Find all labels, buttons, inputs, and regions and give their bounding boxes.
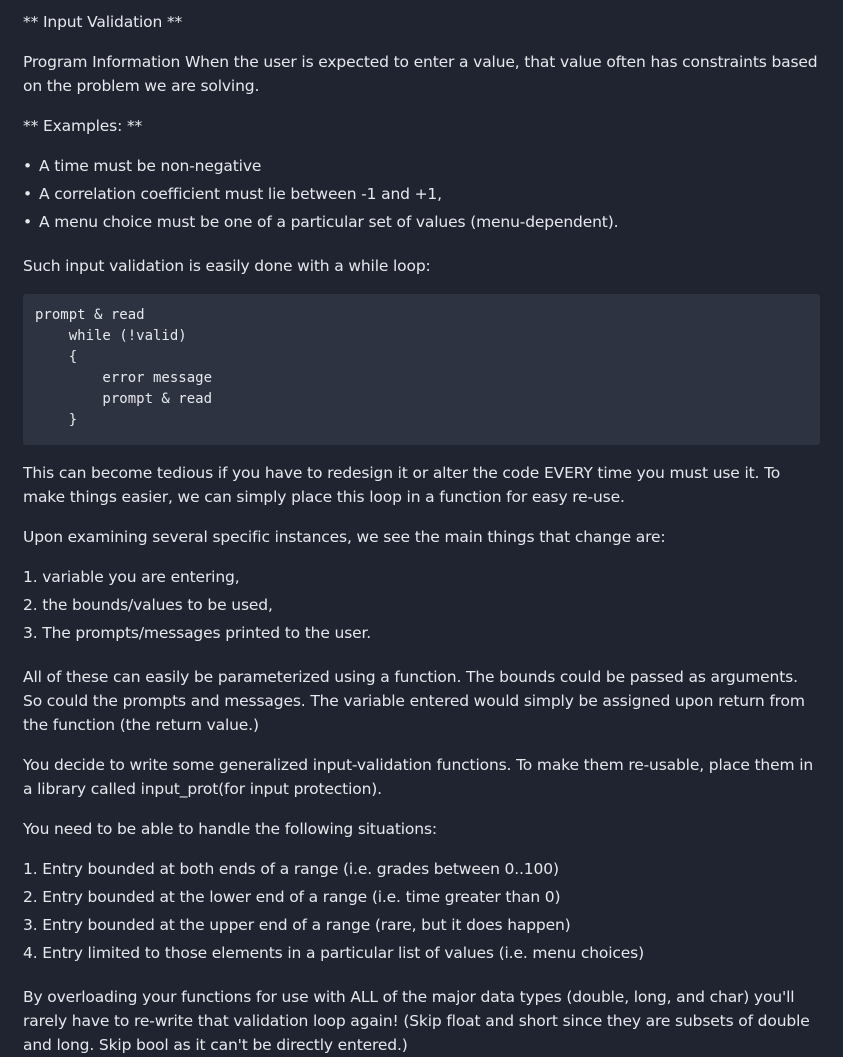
tedious-paragraph: This can become tedious if you have to redesign it or alter the code EVERY time you must use it. To make things easier, we can simply place this loop in a function for easy re-use. xyxy=(23,464,781,506)
code-block xyxy=(23,294,820,445)
code-line: error message xyxy=(35,370,213,386)
parameterized-paragraph: All of these can easily be parameterized using a function. The bounds could be passed as arguments. So could the prompts and messages. The variable entered would simply be assigned upon return from the function (the return value.) xyxy=(23,668,805,734)
section-heading: ** Input Validation ** xyxy=(23,13,183,31)
list-item: 3. Entry bounded at the upper end of a range (rare, but it does happen) xyxy=(23,916,571,934)
situations-intro-paragraph: You need to be able to handle the following situations: xyxy=(23,820,437,838)
list-item: • A menu choice must be one of a particular set of values (menu-dependent). xyxy=(23,210,820,238)
examples-list xyxy=(23,154,820,238)
list-number: 4. xyxy=(23,944,43,962)
bullet-icon: • xyxy=(23,185,32,203)
list-number: 1. xyxy=(23,568,43,586)
intro-paragraph: Program Information When the user is expected to enter a value, that value often has constraints based on the problem we are solving. xyxy=(23,53,818,95)
bullet-icon: • xyxy=(23,213,32,231)
list-number: 3. xyxy=(23,916,43,934)
list-number: 2. xyxy=(23,888,43,906)
examining-paragraph: Upon examining several specific instances, we see the main things that change are: xyxy=(23,528,666,546)
list-item: 1. Entry bounded at both ends of a range (i.e. grades between 0..100) xyxy=(23,860,559,878)
list-item: 1. variable you are entering, xyxy=(23,568,240,586)
examples-heading: ** Examples: ** xyxy=(23,117,143,135)
list-item: 4. Entry limited to those elements in a particular list of values (i.e. menu choices) xyxy=(23,944,644,962)
list-number: 2. xyxy=(23,596,43,614)
list-item: 2. Entry bounded at the lower end of a range (i.e. time greater than 0) xyxy=(23,888,561,906)
list-item: 2. the bounds/values to be used, xyxy=(23,596,273,614)
list-number: 3. xyxy=(23,624,43,642)
code-line: prompt & read xyxy=(35,307,145,323)
loop-intro-paragraph: Such input validation is easily done with a while loop: xyxy=(23,257,431,275)
list-item: 3. The prompts/messages printed to the user. xyxy=(23,624,372,642)
situations-list xyxy=(23,857,820,969)
bullet-icon: • xyxy=(23,157,32,175)
overloading-paragraph: By overloading your functions for use with ALL of the major data types (double, long, and char) you'll rarely have to re-write that validation loop again! (Skip float and short since they are subsets of double and long. Skip bool as it can't be directly entered.) xyxy=(23,988,810,1054)
library-paragraph: You decide to write some generalized input-validation functions. To make them re-usable, place them in a library called input_prot(for input protection). xyxy=(23,756,814,798)
list-item: • A time must be non-negative xyxy=(23,154,820,182)
list-item: • A correlation coefficient must lie between -1 and +1, xyxy=(23,182,820,210)
code-line: while (!valid) xyxy=(35,328,187,344)
changes-list xyxy=(23,565,820,649)
code-line: prompt & read xyxy=(35,391,213,407)
list-number: 1. xyxy=(23,860,43,878)
code-line: } xyxy=(35,412,78,428)
code-line: { xyxy=(35,349,78,365)
